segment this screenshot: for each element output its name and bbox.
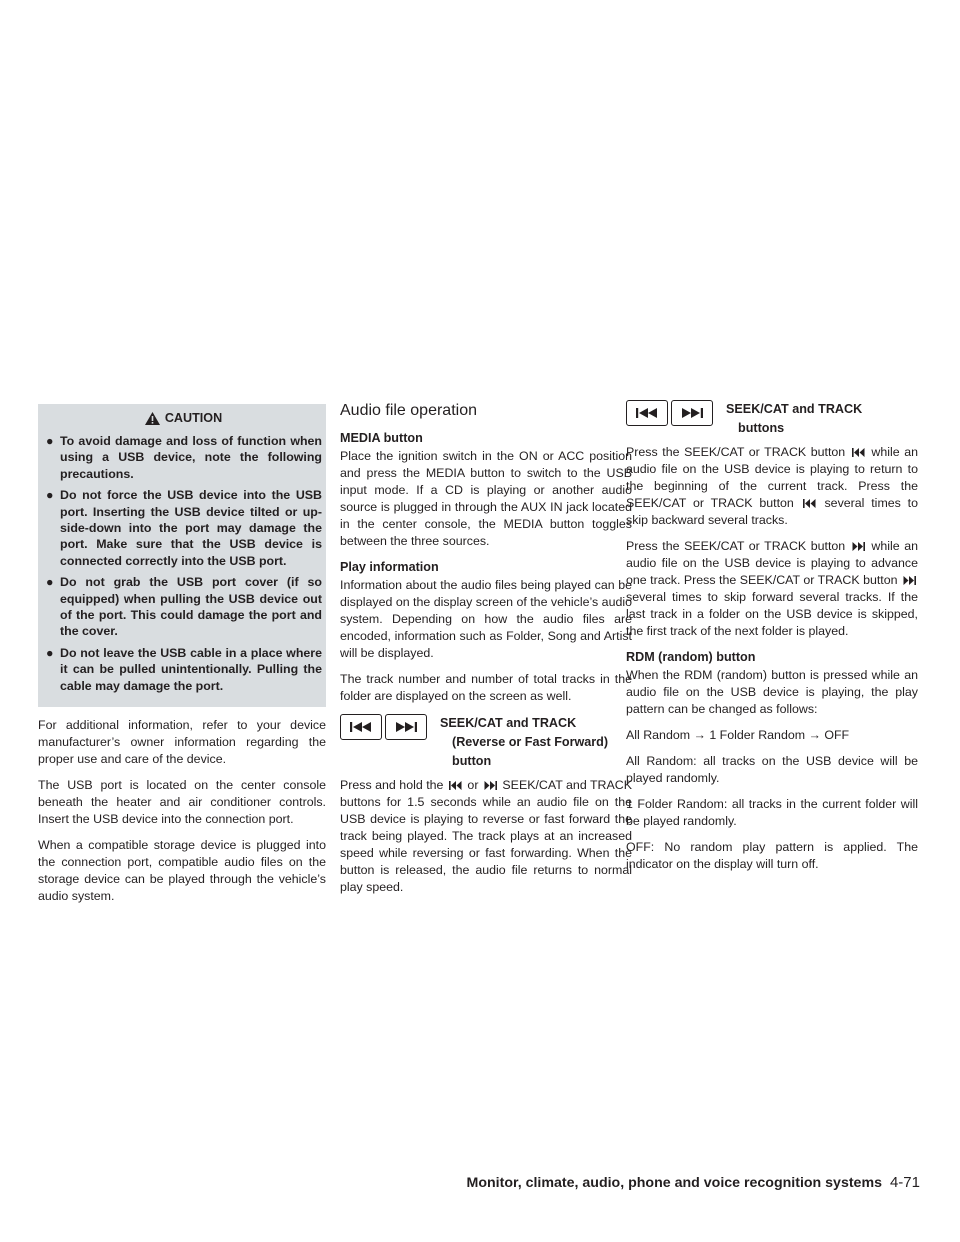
paragraph: When a compatible storage device is plugged into the connection port, compatible audio files on the storage device can be played through the vehicle’s audio system. bbox=[38, 838, 326, 904]
skip-back-icon bbox=[635, 407, 659, 419]
seek-track-buttons-figure bbox=[340, 714, 632, 771]
skip-back-icon bbox=[803, 499, 816, 508]
page-footer bbox=[424, 1174, 920, 1191]
paragraph: The track number and number of total tracks in the folder are displayed on the screen as well. bbox=[340, 672, 632, 703]
skip-forward-icon bbox=[394, 721, 418, 733]
paragraph: All Random → 1 Folder Random → OFF bbox=[626, 728, 850, 742]
rdm-button-title: RDM (random) button bbox=[626, 650, 756, 664]
page-number: 4-71 bbox=[889, 1174, 920, 1191]
paragraph: For additional information, refer to your device manufacturer’s owner information regarding the proper use and care of the device. bbox=[38, 718, 326, 767]
paragraph: Press and hold the or SEEK/CAT and TRACK buttons for 1.5 seconds while an audio file on the USB device is playing to reverse or fast forward the track being played. The track plays at an increased speed while reversing or fast forwarding. When the button is released, the audio file returns to normal play speed. bbox=[340, 778, 632, 894]
paragraph: All Random: all tracks on the USB device will be played randomly. bbox=[626, 754, 918, 785]
paragraph: OFF: No random play pattern is applied. The indicator on the display will turn off. bbox=[626, 840, 918, 871]
skip-forward-icon bbox=[903, 576, 916, 585]
skip-back-icon bbox=[449, 781, 462, 790]
column-left bbox=[38, 404, 326, 914]
column-right bbox=[626, 404, 918, 882]
caution-item: ● To avoid damage and loss of function when using a USB device, note the following precautions. bbox=[46, 434, 322, 481]
skip-back-button bbox=[626, 400, 668, 426]
skip-forward-button bbox=[385, 714, 427, 740]
section-title: Monitor, climate, audio, phone and voice recognition systems bbox=[466, 1175, 882, 1191]
caution-item: ● Do not force the USB device into the USB port. Inserting the USB device tilted or up-side-down into the port may damage the port. Make sure that the USB device is connected correctly into the USB port. bbox=[46, 488, 322, 568]
warning-triangle-icon bbox=[144, 411, 161, 426]
paragraph: Place the ignition switch in the ON or ACC position and press the MEDIA button to switch to the USB input mode. If a CD is playing or another audio source is plugged in through the AUX IN jack located in the center console, the MEDIA button toggles between the three sources. bbox=[340, 449, 632, 548]
caution-item: ● Do not grab the USB port cover (if so equipped) when pulling the USB device out of the port. This could damage the port and the cover. bbox=[46, 575, 322, 639]
seek-track-buttons-figure bbox=[626, 400, 918, 438]
column-middle bbox=[340, 404, 632, 905]
caution-title: CAUTION bbox=[44, 410, 322, 427]
skip-forward-button bbox=[671, 400, 713, 426]
paragraph: When the RDM (random) button is pressed while an audio file on the USB device is playing, the play pattern can be changed as follows: bbox=[626, 668, 918, 716]
skip-forward-icon bbox=[852, 542, 865, 551]
caution-list bbox=[44, 433, 322, 694]
paragraph: 1 Folder Random: all tracks in the current folder will be played randomly. bbox=[626, 797, 918, 828]
button-caption: SEEK/CAT and TRACK buttons bbox=[726, 402, 863, 435]
paragraph: Press the SEEK/CAT or TRACK button while an audio file on the USB device is playing to advance one track. Press the SEEK/CAT or TRACK button several times to skip forward several tracks. If the last track in a folder on the USB device is skipped, the first track of the next folder is played. bbox=[626, 539, 918, 638]
paragraph: Press the SEEK/CAT or TRACK button while an audio file on the USB device is playing to return to the beginning of the current track. Press the SEEK/CAT or TRACK button several times to skip backward several tracks. bbox=[626, 445, 918, 527]
skip-back-button bbox=[340, 714, 382, 740]
skip-forward-icon bbox=[484, 781, 497, 790]
paragraph: Information about the audio files being played can be displayed on the display screen of the vehicle’s audio system. Depending on how the audio files are encoded, information such as Folder, Song and Artist will be displayed. bbox=[340, 578, 632, 660]
skip-forward-icon bbox=[680, 407, 704, 419]
skip-back-icon bbox=[852, 448, 865, 457]
media-button-title: MEDIA button bbox=[340, 431, 423, 445]
skip-back-icon bbox=[349, 721, 373, 733]
button-caption: SEEK/CAT and TRACK (Reverse or Fast Forward) button bbox=[440, 716, 609, 768]
play-information-title: Play information bbox=[340, 560, 439, 574]
caution-box bbox=[38, 404, 326, 707]
caution-item: ● Do not leave the USB cable in a place where it can be pulled unintentionally. Pulling the cable may damage the port. bbox=[46, 645, 322, 693]
paragraph: The USB port is located on the center console beneath the heater and air conditioner controls. Insert the USB device into the connection port. bbox=[38, 778, 326, 827]
section-heading: Audio file operation bbox=[340, 402, 477, 419]
